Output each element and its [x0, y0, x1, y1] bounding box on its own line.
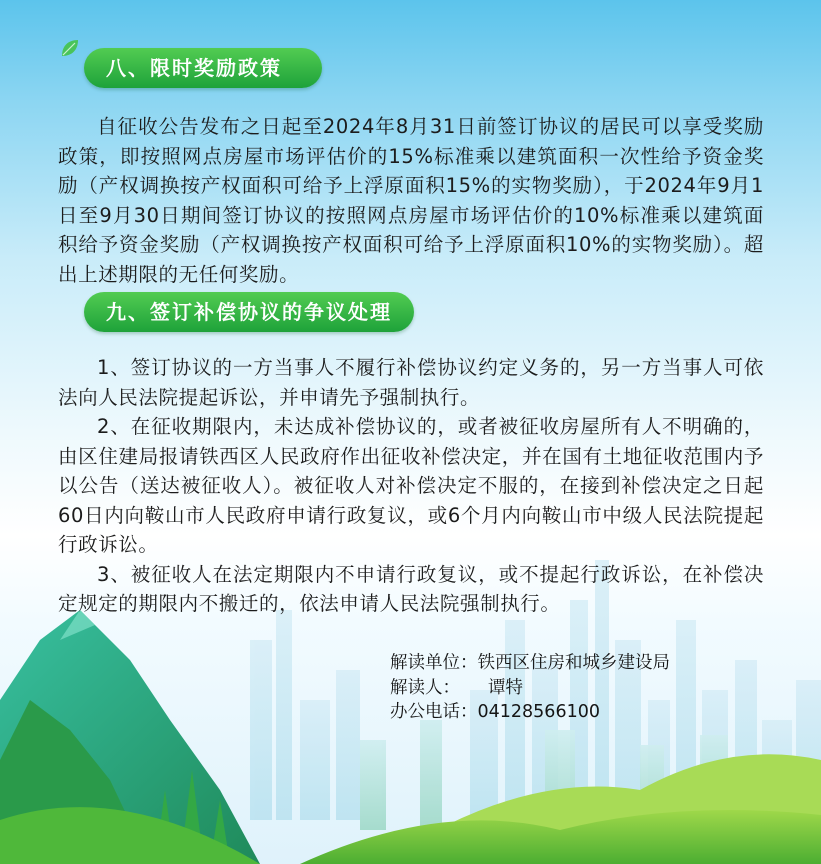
contact-block — [390, 651, 670, 725]
section9-item-1: 1、签订协议的一方当事人不履行补偿协议约定义务的，另一方当事人可依法向人民法院提起诉讼，并申请先予强制执行。 — [58, 356, 764, 409]
contact-unit-value: 铁西区住房和城乡建设局 — [477, 653, 670, 673]
section8-paragraph: 自征收公告发布之日起至2024年8月31日前签订协议的居民可以享受奖励政策，即按照网点房屋市场评估价的15%标准乘以建筑面积一次性给予资金奖励（产权调换按产权面积可给予上浮原面积15%的实物奖励），于2024年9月1日至9月30日期间签订协议的按照网点房屋市场评估价的10%标准乘以建筑面积给予资金奖励（产权调换按产权面积可给予上浮原面积10%的实物奖励）。超出上述期限的无任何奖励。 — [58, 115, 764, 286]
contact-unit-label: 解读单位： — [390, 653, 478, 673]
contact-phone-label: 办公电话： — [390, 702, 478, 722]
contact-person-row — [390, 676, 670, 701]
contact-person-value: 谭特 — [488, 677, 523, 698]
contact-person-label: 解读人： — [390, 677, 460, 698]
section8-body — [58, 112, 764, 289]
section9-item-2: 2、在征收期限内，未达成补偿协议的，或者被征收房屋所有人不明确的，由区住建局报请铁西区人民政府作出征收补偿决定，并在国有土地征收范围内予以公告（送达被征收人）。被征收人对补偿决定不服的，在接到补偿决定之日起60日内向鞍山市人民政府申请行政复议，或6个月内向鞍山市中级人民法院提起行政诉讼。 — [58, 415, 764, 556]
section9-body — [58, 353, 764, 619]
section8-heading: 八、限时奖励政策 — [84, 48, 322, 88]
section9-heading: 九、签订补偿协议的争议处理 — [84, 292, 414, 332]
leaf-icon — [60, 38, 80, 58]
contact-phone-value: 04128566100 — [477, 702, 600, 722]
contact-phone-row — [390, 700, 670, 725]
contact-unit-row — [390, 651, 670, 676]
section9-item-3: 3、被征收人在法定期限内不申请行政复议，或不提起行政诉讼，在补偿决定规定的期限内不搬迁的，依法申请人民法院强制执行。 — [58, 562, 764, 615]
